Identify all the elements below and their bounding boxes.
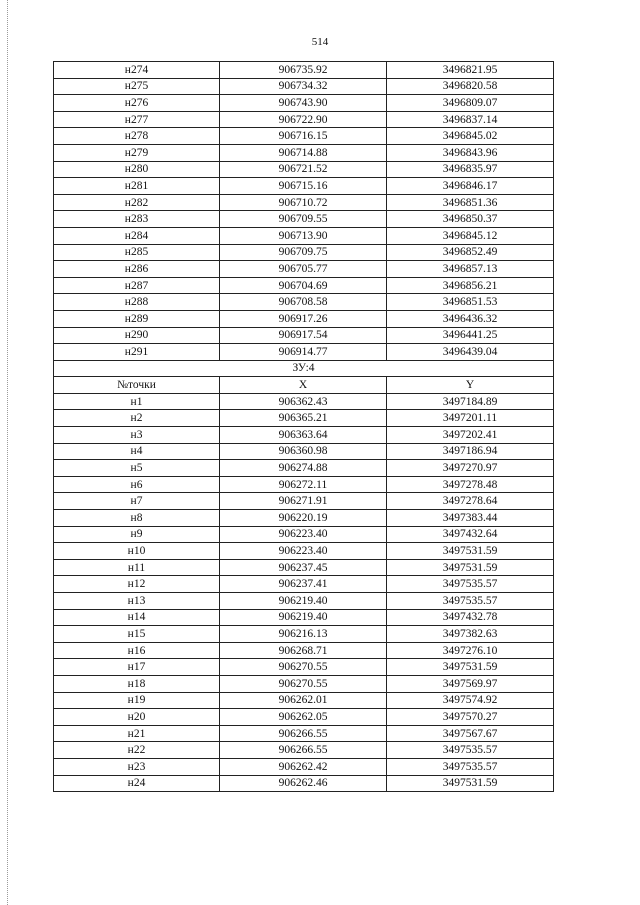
x-coordinate-cell: 906365.21: [220, 410, 387, 427]
y-coordinate-cell: 3497531.59: [387, 543, 554, 560]
x-coordinate-cell: 906220.19: [220, 510, 387, 527]
x-coordinate-cell: 906270.55: [220, 659, 387, 676]
section-a-rows: [54, 62, 554, 361]
binding-dotted-line: [7, 0, 8, 905]
table-row: [54, 344, 554, 361]
x-coordinate-cell: 906362.43: [220, 393, 387, 410]
table-row: [54, 593, 554, 610]
x-coordinate-cell: 906262.01: [220, 692, 387, 709]
y-coordinate-cell: 3496439.04: [387, 344, 554, 361]
x-coordinate-cell: 906917.54: [220, 327, 387, 344]
x-coordinate-cell: 906270.55: [220, 675, 387, 692]
x-coordinate-cell: 906914.77: [220, 344, 387, 361]
x-coordinate-cell: 906262.42: [220, 758, 387, 775]
y-coordinate-cell: 3496846.17: [387, 178, 554, 195]
point-id-cell: н18: [54, 675, 220, 692]
point-id-cell: н285: [54, 244, 220, 261]
column-header-y: Y: [387, 377, 554, 394]
point-id-cell: н20: [54, 709, 220, 726]
y-coordinate-cell: 3496856.21: [387, 277, 554, 294]
x-coordinate-cell: 906266.55: [220, 742, 387, 759]
y-coordinate-cell: 3497535.57: [387, 593, 554, 610]
point-id-cell: н11: [54, 559, 220, 576]
y-coordinate-cell: 3496821.95: [387, 62, 554, 79]
point-id-cell: н19: [54, 692, 220, 709]
point-id-cell: н274: [54, 62, 220, 79]
x-coordinate-cell: 906714.88: [220, 144, 387, 161]
table-row: [54, 410, 554, 427]
point-id-cell: н3: [54, 427, 220, 444]
y-coordinate-cell: 3497278.64: [387, 493, 554, 510]
table-row: [54, 559, 554, 576]
section-b-rows: [54, 393, 554, 791]
y-coordinate-cell: 3496851.53: [387, 294, 554, 311]
table-row: [54, 725, 554, 742]
x-coordinate-cell: 906268.71: [220, 642, 387, 659]
table-row: [54, 111, 554, 128]
y-coordinate-cell: 3497531.59: [387, 659, 554, 676]
table-row: [54, 758, 554, 775]
point-id-cell: н12: [54, 576, 220, 593]
table-row: [54, 659, 554, 676]
section-b-header: [54, 360, 554, 393]
y-coordinate-cell: 3497531.59: [387, 559, 554, 576]
y-coordinate-cell: 3496852.49: [387, 244, 554, 261]
x-coordinate-cell: 906716.15: [220, 128, 387, 145]
y-coordinate-cell: 3496820.58: [387, 78, 554, 95]
column-header-x: X: [220, 377, 387, 394]
table-row: [54, 642, 554, 659]
y-coordinate-cell: 3497567.67: [387, 725, 554, 742]
table-row: [54, 692, 554, 709]
table-row: [54, 460, 554, 477]
y-coordinate-cell: 3496845.02: [387, 128, 554, 145]
table-row: [54, 443, 554, 460]
point-id-cell: н288: [54, 294, 220, 311]
x-coordinate-cell: 906266.55: [220, 725, 387, 742]
section-title: ЗУ:4: [54, 360, 554, 377]
table-row: [54, 244, 554, 261]
point-id-cell: н17: [54, 659, 220, 676]
y-coordinate-cell: 3496835.97: [387, 161, 554, 178]
y-coordinate-cell: 3496837.14: [387, 111, 554, 128]
table-row: [54, 576, 554, 593]
table-row: [54, 675, 554, 692]
point-id-cell: н280: [54, 161, 220, 178]
point-id-cell: н282: [54, 194, 220, 211]
y-coordinate-cell: 3497570.27: [387, 709, 554, 726]
x-coordinate-cell: 906705.77: [220, 261, 387, 278]
y-coordinate-cell: 3497535.57: [387, 576, 554, 593]
table-row: [54, 62, 554, 79]
point-id-cell: н13: [54, 593, 220, 610]
y-coordinate-cell: 3496845.12: [387, 227, 554, 244]
table-row: [54, 510, 554, 527]
point-id-cell: н21: [54, 725, 220, 742]
point-id-cell: н283: [54, 211, 220, 228]
y-coordinate-cell: 3496843.96: [387, 144, 554, 161]
column-header-row: [54, 377, 554, 394]
y-coordinate-cell: 3496441.25: [387, 327, 554, 344]
point-id-cell: н284: [54, 227, 220, 244]
table-row: [54, 709, 554, 726]
point-id-cell: н276: [54, 95, 220, 112]
point-id-cell: н290: [54, 327, 220, 344]
table-row: [54, 310, 554, 327]
x-coordinate-cell: 906917.26: [220, 310, 387, 327]
x-coordinate-cell: 906360.98: [220, 443, 387, 460]
point-id-cell: н14: [54, 609, 220, 626]
point-id-cell: н286: [54, 261, 220, 278]
table-row: [54, 261, 554, 278]
table-row: [54, 327, 554, 344]
point-id-cell: н8: [54, 510, 220, 527]
x-coordinate-cell: 906704.69: [220, 277, 387, 294]
y-coordinate-cell: 3497531.59: [387, 775, 554, 792]
table-row: [54, 95, 554, 112]
point-id-cell: н22: [54, 742, 220, 759]
column-header-point: №точки: [54, 377, 220, 394]
table-row: [54, 211, 554, 228]
y-coordinate-cell: 3497535.57: [387, 742, 554, 759]
x-coordinate-cell: 906708.58: [220, 294, 387, 311]
x-coordinate-cell: 906216.13: [220, 626, 387, 643]
x-coordinate-cell: 906223.40: [220, 543, 387, 560]
point-id-cell: н289: [54, 310, 220, 327]
x-coordinate-cell: 906713.90: [220, 227, 387, 244]
section-title-row: [54, 360, 554, 377]
point-id-cell: н24: [54, 775, 220, 792]
table-row: [54, 161, 554, 178]
x-coordinate-cell: 906272.11: [220, 476, 387, 493]
point-id-cell: н291: [54, 344, 220, 361]
x-coordinate-cell: 906709.55: [220, 211, 387, 228]
y-coordinate-cell: 3497569.97: [387, 675, 554, 692]
y-coordinate-cell: 3496857.13: [387, 261, 554, 278]
point-id-cell: н279: [54, 144, 220, 161]
x-coordinate-cell: 906710.72: [220, 194, 387, 211]
y-coordinate-cell: 3497186.94: [387, 443, 554, 460]
point-id-cell: н5: [54, 460, 220, 477]
x-coordinate-cell: 906709.75: [220, 244, 387, 261]
table-row: [54, 476, 554, 493]
x-coordinate-cell: 906743.90: [220, 95, 387, 112]
point-id-cell: н9: [54, 526, 220, 543]
x-coordinate-cell: 906237.45: [220, 559, 387, 576]
x-coordinate-cell: 906721.52: [220, 161, 387, 178]
x-coordinate-cell: 906722.90: [220, 111, 387, 128]
x-coordinate-cell: 906219.40: [220, 593, 387, 610]
table-row: [54, 742, 554, 759]
table-row: [54, 493, 554, 510]
y-coordinate-cell: 3496850.37: [387, 211, 554, 228]
y-coordinate-cell: 3497383.44: [387, 510, 554, 527]
y-coordinate-cell: 3497184.89: [387, 393, 554, 410]
y-coordinate-cell: 3497270.97: [387, 460, 554, 477]
table-row: [54, 393, 554, 410]
point-id-cell: н277: [54, 111, 220, 128]
y-coordinate-cell: 3496436.32: [387, 310, 554, 327]
point-id-cell: н1: [54, 393, 220, 410]
table-row: [54, 294, 554, 311]
table-row: [54, 78, 554, 95]
point-id-cell: н23: [54, 758, 220, 775]
table-row: [54, 178, 554, 195]
y-coordinate-cell: 3497432.64: [387, 526, 554, 543]
table-row: [54, 128, 554, 145]
x-coordinate-cell: 906734.32: [220, 78, 387, 95]
x-coordinate-cell: 906262.05: [220, 709, 387, 726]
point-id-cell: н281: [54, 178, 220, 195]
coordinates-table: [53, 61, 554, 792]
x-coordinate-cell: 906223.40: [220, 526, 387, 543]
table-row: [54, 144, 554, 161]
point-id-cell: н7: [54, 493, 220, 510]
x-coordinate-cell: 906219.40: [220, 609, 387, 626]
table-row: [54, 609, 554, 626]
point-id-cell: н275: [54, 78, 220, 95]
table-row: [54, 526, 554, 543]
table-row: [54, 227, 554, 244]
table-row: [54, 427, 554, 444]
x-coordinate-cell: 906274.88: [220, 460, 387, 477]
table-row: [54, 277, 554, 294]
y-coordinate-cell: 3497574.92: [387, 692, 554, 709]
point-id-cell: н4: [54, 443, 220, 460]
page-number: 514: [311, 36, 329, 48]
point-id-cell: н2: [54, 410, 220, 427]
y-coordinate-cell: 3497202.41: [387, 427, 554, 444]
point-id-cell: н278: [54, 128, 220, 145]
y-coordinate-cell: 3497201.11: [387, 410, 554, 427]
point-id-cell: н16: [54, 642, 220, 659]
y-coordinate-cell: 3497535.57: [387, 758, 554, 775]
x-coordinate-cell: 906237.41: [220, 576, 387, 593]
point-id-cell: н15: [54, 626, 220, 643]
y-coordinate-cell: 3496809.07: [387, 95, 554, 112]
y-coordinate-cell: 3497278.48: [387, 476, 554, 493]
x-coordinate-cell: 906735.92: [220, 62, 387, 79]
x-coordinate-cell: 906715.16: [220, 178, 387, 195]
y-coordinate-cell: 3497382.63: [387, 626, 554, 643]
table-row: [54, 775, 554, 792]
table-row: [54, 194, 554, 211]
x-coordinate-cell: 906363.64: [220, 427, 387, 444]
x-coordinate-cell: 906271.91: [220, 493, 387, 510]
table-row: [54, 626, 554, 643]
x-coordinate-cell: 906262.46: [220, 775, 387, 792]
point-id-cell: н10: [54, 543, 220, 560]
point-id-cell: н6: [54, 476, 220, 493]
point-id-cell: н287: [54, 277, 220, 294]
y-coordinate-cell: 3497276.10: [387, 642, 554, 659]
table-row: [54, 543, 554, 560]
y-coordinate-cell: 3496851.36: [387, 194, 554, 211]
y-coordinate-cell: 3497432.78: [387, 609, 554, 626]
